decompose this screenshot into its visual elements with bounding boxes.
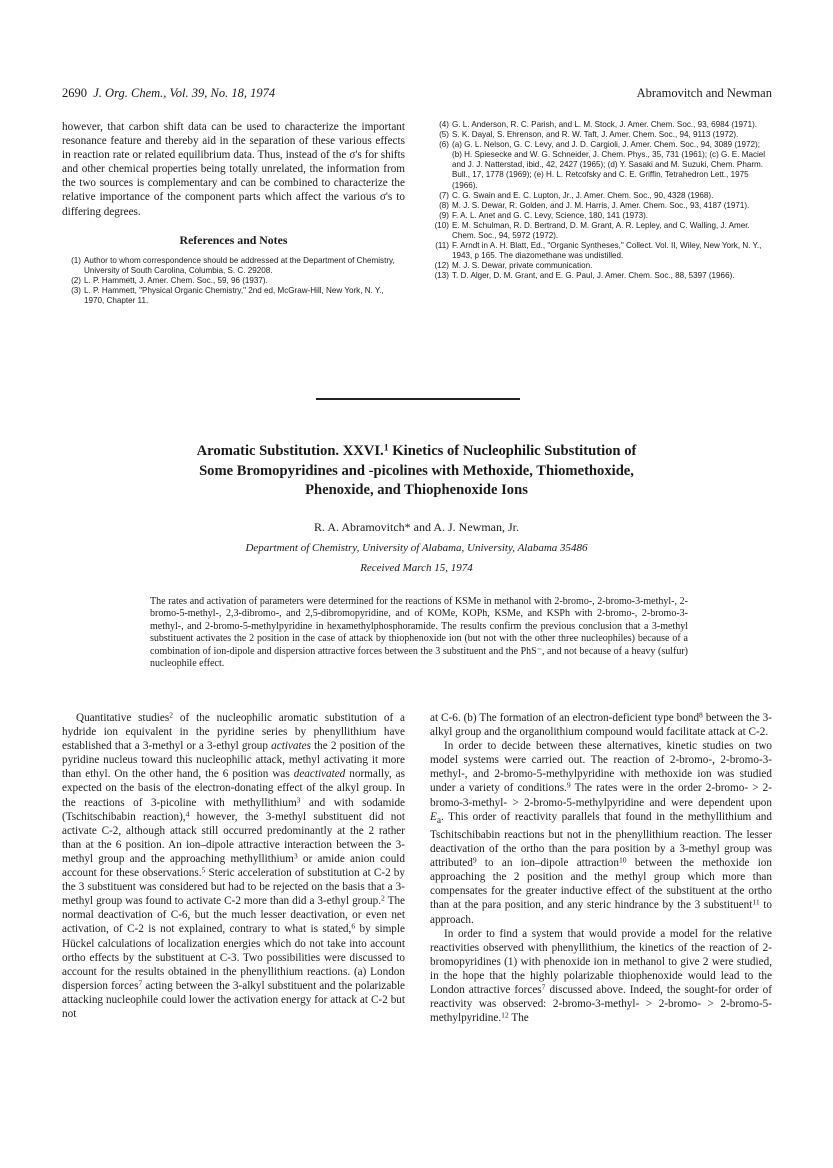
reference-text: Author to whom correspondence should be addressed at the Department of Chemistry, University of South Carolina, Columbia, S. C. 29208. xyxy=(84,255,395,275)
text-run: between the methoxide ion approaching the 2 position and the methyl group which more than compensates for the greater inductive effect of the substituent at the ortho than at the para position, and any steric hindrance by the 3 substituent xyxy=(430,857,772,912)
reference-text: S. K. Dayal, S. Ehrenson, and R. W. Taft, J. Amer. Chem. Soc., 94, 9113 (1972). xyxy=(452,130,739,140)
reference-text: F. A. L. Anet and G. C. Levy, Science, 180, 141 (1973). xyxy=(452,210,649,220)
text-run: The normal deactivation of C-6, but the much lesser deactivation, or even net activation, of C-2 is not explained, contrary to what is stated, xyxy=(62,895,405,936)
body-paragraph xyxy=(62,711,405,1021)
reference-item xyxy=(430,261,772,271)
article-right-column xyxy=(430,711,772,1025)
text-run: at C-6. (b) The formation of an electron-deficient type bond xyxy=(430,712,700,724)
text-run: discussed above. Indeed, the sought-for order of reactivity was observed: 2-bromo-3-methyl- > 2-bromo- > 2-bromo-5-methylpyridine. xyxy=(430,984,773,1025)
citation-ref: 5 xyxy=(201,865,206,875)
journal-citation: J. Org. Chem., Vol. 39, No. 18, 1974 xyxy=(93,86,276,100)
title-line-3: Phenoxide, and Thiophenoxide Ions xyxy=(305,482,528,498)
text-run: In order to decide between these alternatives, kinetic studies on two model systems were carried out. The reaction of 2-bromo-, 2-bromo-3-methyl-, and 2-bromo-5-methylpyridine with methoxide ion was studied under a variety of conditions. xyxy=(430,740,772,795)
reference-item xyxy=(62,286,405,306)
reference-text: L. P. Hammett, "Physical Organic Chemistry," 2nd ed, McGraw-Hill, New York, N. Y., 1970, Chapter 11. xyxy=(84,285,384,306)
emphasis: activates xyxy=(271,740,311,753)
prev-article-left-column xyxy=(62,120,405,306)
citation-ref: 7 xyxy=(541,982,546,992)
title-text: Aromatic Substitution. XXVI. xyxy=(196,443,384,459)
text-run: or amide anion could account for these observations. xyxy=(62,852,405,880)
reference-text: T. D. Alger, D. M. Grant, and E. G. Paul, J. Amer. Chem. Soc., 88, 5397 (1966). xyxy=(452,271,735,281)
reference-text: M. J. S. Dewar, R. Golden, and J. M. Harris, J. Amer. Chem. Soc., 93, 4187 (1971). xyxy=(452,200,750,210)
text-run: by simple Hückel calculations of localization energies which do not take into account ortho effects by the substituent at C-3. Two possibilities were discussed to account for the results obtained in the phenyllithium reactions. (a) London dispersion forces xyxy=(62,923,405,992)
reference-number: (8) xyxy=(439,200,449,210)
citation-ref: 6 xyxy=(351,921,356,931)
reference-item xyxy=(430,130,772,140)
reference-item xyxy=(430,241,772,261)
text-run: The xyxy=(508,1012,529,1025)
symbol: E xyxy=(430,810,437,823)
article-affiliation: Department of Chemistry, University of Alabama, University, Alabama 35486 xyxy=(245,542,588,554)
reference-text: (a) G. L. Nelson, G. C. Levy, and J. D. Cargioli, J. Amer. Chem. Soc., 94, 3089 (1972); (b) H. Spiesecke and W. G. Schneider, J. Chem. Phys., 35, 731 (1961); (c) G. E. Maciel and J. J. Natterstad, ibid., 42, 2427 (1965); (d) Y. Sasaki and M. Suzuki, Chem. Pharm. Bull., 17, 1778 (1969); (e) H. L. Retcofsky and C. E. Griffin, Tetrahedron Lett., 1975 (1966). xyxy=(452,140,766,190)
page-header xyxy=(62,86,772,104)
prev-article-right-column xyxy=(430,120,772,282)
reference-number: (6) xyxy=(439,140,449,150)
citation-ref: 8 xyxy=(699,710,703,720)
reference-text: C. G. Swain and E. C. Lupton, Jr., J. Amer. Chem. Soc., 90, 4328 (1968). xyxy=(452,190,714,200)
reference-item xyxy=(430,271,772,281)
running-head: Abramovitch and Newman xyxy=(636,86,772,100)
citation-ref: 11 xyxy=(752,898,760,908)
text-run: The rates were in the order 2-bromo- > 2-bromo-3-methyl- > 2-bromo-5-methylpyridine and were dependent upon xyxy=(430,782,772,809)
references-heading: References and Notes xyxy=(179,232,288,247)
citation-ref: 2 xyxy=(169,710,174,720)
reference-text: E. M. Schulman, R. D. Bertrand, D. M. Grant, A. R. Lepley, and C. Walling, J. Amer. Chem. Soc., 94, 5972 (1972). xyxy=(452,220,750,241)
reference-item xyxy=(62,256,405,276)
text-run: . This order of reactivity parallels that found in the methyllithium and Tschitschibabin reactions but not in the phenyllithium reaction. The lesser deactivation of the ortho than the para position by a 3-methyl group was attributed xyxy=(430,810,772,870)
text-run: and with sodamide (Tschitschibabin reaction), xyxy=(62,796,405,823)
reference-text: G. L. Anderson, R. C. Parish, and L. M. Stock, J. Amer. Chem. Soc., 93, 6984 (1971). xyxy=(452,120,758,129)
text-run: to an ion–dipole attraction xyxy=(476,857,619,870)
reference-text: M. J. S. Dewar, private communication. xyxy=(452,261,593,271)
title-footnote-ref: 1 xyxy=(383,442,389,454)
citation-ref: 3 xyxy=(296,795,301,805)
title-line-2: Some Bromopyridines and -picolines with Methoxide, Thiomethoxide, xyxy=(199,462,634,479)
text-run: however, the 3-methyl substituent did not activate C-2, although attack still occurred predominantly at the 2 rather than at the 6 position. An ion–dipole attractive interaction between the 3-methyl group and the approaching methyllithium xyxy=(62,810,405,865)
citation-ref: 9 xyxy=(472,855,477,865)
reference-item xyxy=(430,120,772,130)
citation-ref: 3 xyxy=(293,851,298,861)
article-title xyxy=(110,442,723,501)
reference-text: F. Arndt in A. H. Blatt, Ed., "Organic Syntheses," Collect. Vol. II, Wiley, New York, N. Y., 1943, p 165. The diazomethane was undistilled. xyxy=(452,241,762,261)
reference-number: (9) xyxy=(439,210,449,220)
article-received-date: Received March 15, 1974 xyxy=(360,562,473,574)
title-text: Kinetics of Nucleophilic Substitution of xyxy=(388,443,637,459)
text-run: the 2 position of the pyridine nucleus toward this nucleophilic attack, methyl activating it more than ethyl. On the other hand, the 6 position was xyxy=(62,740,405,781)
prev-article-paragraph: however, that carbon shift data can be used to characterize the important resonance feature and thereby aid in the separation of these various effects in reaction rate or related equilibrium data. Thus, instead of the σ's for shifts and other chemical properties being totally unrelated, the information from the two sources is complementary and can be combined to characterize the relative importance of the component parts which affect the various σ's to differing degrees. xyxy=(62,121,405,218)
citation-ref: 2 xyxy=(381,893,385,903)
article-authors: R. A. Abramovitch* and A. J. Newman, Jr. xyxy=(314,520,519,534)
body-paragraph xyxy=(430,739,772,926)
reference-number: (4) xyxy=(439,120,449,129)
text-run: between the 3-alkyl group and the organolithium compound would facilitate attack at C-2. xyxy=(430,712,772,739)
reference-number: (7) xyxy=(439,190,449,200)
text-run: to approach. xyxy=(430,899,773,926)
text-run: Quantitative studies xyxy=(76,712,170,724)
references-list-right xyxy=(430,120,772,282)
reference-number: (13) xyxy=(434,271,449,281)
title-line-1 xyxy=(110,442,723,462)
reference-number: (12) xyxy=(434,261,449,271)
prev-article-text xyxy=(62,120,405,219)
reference-number: (5) xyxy=(439,130,449,140)
article-abstract: The rates and activation of parameters were determined for the reactions of KSMe in methanol with 2-bromo-, 2-bromo-3-methyl-, 2-bromo-5-methyl-, 2,3-dibromo-, and 2,5-dibromopyridine, and of KOMe, KOPh, KSMe, and KSPh with 2-bromo-, 2-bromo-3-methyl-, and 2-bromo-5-methylpyridine in hexamethylphosphoramide. The results confirm the previous conclusion that a 3-methyl substituent activates the 2 position in the case of attack by thiophenoxide ion (but not with the other three nucleophiles) because of a combination of ion-dipole and dispersion attractive forces between the 3 substituent and the PhS⁻, and not because of a heavy (sulfur) nucleophile effect. xyxy=(150,596,688,670)
symbol-subscript: a xyxy=(436,815,441,826)
reference-text: L. P. Hammett, J. Amer. Chem. Soc., 59, 96 (1937). xyxy=(84,275,268,285)
reference-item xyxy=(430,211,772,221)
reference-item xyxy=(430,221,772,241)
reference-item xyxy=(430,140,772,190)
text-run: In order to find a system that would provide a model for the relative reactivities observed with phenyllithium, the kinetics of the reaction of 2-bromopyridines (1) with phenoxide ion in methanol to give 2 were studied, in the hope that the highly polarizable thiophenoxide would lead to the London attractive forces xyxy=(430,927,772,997)
text-run: acting between the 3-alkyl substituent and the polarizable attacking nucleophile could lower the activation energy for attack at C-2 but not xyxy=(62,979,405,1020)
reference-number: (2) xyxy=(71,275,81,285)
body-paragraph xyxy=(430,927,772,1026)
reference-number: (11) xyxy=(435,241,449,251)
text-run: of the nucleophilic aromatic substitution of a hydride ion equivalent in the pyridine series by phenyllithium have established that a 3-methyl or a 3-ethyl group xyxy=(62,712,405,753)
reference-number: (10) xyxy=(434,220,449,230)
citation-ref: 4 xyxy=(185,809,190,819)
reference-item xyxy=(430,201,772,211)
citation-ref: 10 xyxy=(618,855,627,865)
page-number: 2690 xyxy=(62,86,87,100)
article-divider xyxy=(316,398,520,400)
text-run: Steric acceleration of substitution at C-2 by the 3 substituent was considered but had to be rejected on the basis that a 3-methyl group was found to activate C-2 more than did a 3-ethyl group. xyxy=(62,867,405,908)
body-paragraph xyxy=(430,711,772,739)
text-run: normally, as expected on the basis of the electron-donating effect of the alkyl group. In the reactions of 3-picoline with methyllithium xyxy=(62,768,406,809)
article-left-column xyxy=(62,711,405,1021)
reference-number: (3) xyxy=(71,285,81,295)
citation-ref: 12 xyxy=(501,1010,509,1020)
header-left xyxy=(62,86,275,101)
reference-number: (1) xyxy=(71,255,81,265)
citation-ref: 7 xyxy=(138,978,143,988)
reference-item xyxy=(430,191,772,201)
references-list-left xyxy=(62,256,405,306)
reference-item xyxy=(62,276,405,286)
emphasis: deactivated xyxy=(293,768,346,781)
citation-ref: 9 xyxy=(566,781,571,791)
